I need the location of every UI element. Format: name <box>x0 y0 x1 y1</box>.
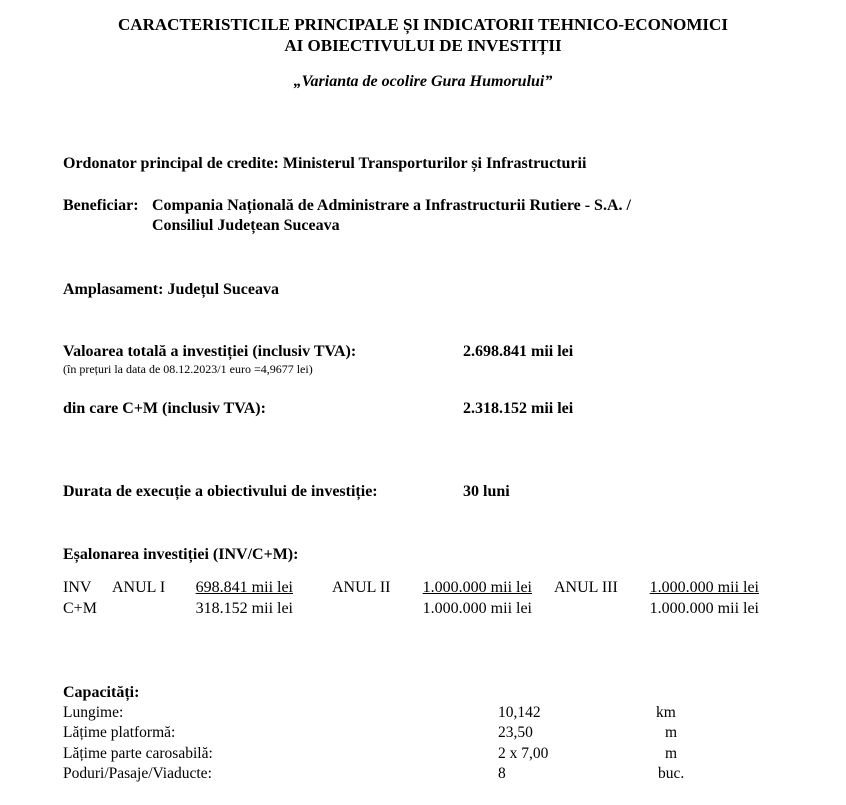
project-name: „Varianta de ocolire Gura Humorului” <box>293 73 553 90</box>
cm-value: 2.318.152 mii lei <box>463 400 574 417</box>
document-title-line1: CARACTERISTICILE PRINCIPALE ȘI INDICATORII TEHNICO-ECONOMICI <box>118 15 728 34</box>
esalonare-title: Eșalonarea investiției (INV/C+M): <box>63 546 299 563</box>
valoare-note: (în prețuri la data de 08.12.2023/1 euro =4,9677 lei) <box>63 362 313 376</box>
capacitate-unit: m <box>665 724 678 741</box>
capacitate-unit: km <box>656 704 676 721</box>
beneficiar-label: Beneficiar: <box>63 197 139 214</box>
ordonator-line: Ordonator principal de credite: Ministerul Transporturilor și Infrastructurii <box>63 155 587 172</box>
beneficiar-line1: Compania Națională de Administrare a Infrastructurii Rutiere - S.A. / <box>152 197 631 214</box>
capacitate-value: 10,142 <box>498 704 541 721</box>
beneficiar-line2: Consiliul Județean Suceava <box>152 217 340 234</box>
capacitate-value: 23,50 <box>498 724 533 741</box>
an2-label: ANUL II <box>332 579 391 596</box>
an2-inv-value: 1.000.000 mii lei <box>422 579 532 596</box>
inv-label: INV <box>63 579 92 596</box>
capacitati-title: Capacități: <box>63 684 140 701</box>
capacitate-unit: m <box>665 745 678 762</box>
an1-cm-value: 318.152 mii lei <box>195 600 293 617</box>
capacitate-label: Lățime platformă: <box>63 724 176 741</box>
durata-label: Durata de execuție a obiectivului de investiție: <box>63 483 378 500</box>
valoare-value: 2.698.841 mii lei <box>463 343 574 360</box>
amplasament-line: Amplasament: Județul Suceava <box>63 281 280 298</box>
an1-label: ANUL I <box>112 579 166 596</box>
capacitate-label: Lungime: <box>63 704 124 721</box>
capacitate-unit: buc. <box>658 765 685 782</box>
cm-label: din care C+M (inclusiv TVA): <box>63 400 266 417</box>
capacitate-value: 2 x 7,00 <box>498 745 549 762</box>
an1-inv-value: 698.841 mii lei <box>195 579 293 596</box>
durata-value: 30 luni <box>463 483 510 500</box>
valoare-label: Valoarea totală a investiției (inclusiv TVA): <box>63 343 357 360</box>
an3-label: ANUL III <box>554 579 618 596</box>
cm-row-label: C+M <box>63 600 97 617</box>
document-title-line2: AI OBIECTIVULUI DE INVESTIȚII <box>284 36 562 55</box>
capacitate-label: Poduri/Pasaje/Viaducte: <box>63 765 212 782</box>
an3-cm-value: 1.000.000 mii lei <box>649 600 759 617</box>
capacitate-label: Lățime parte carosabilă: <box>63 745 213 762</box>
an2-cm-value: 1.000.000 mii lei <box>422 600 532 617</box>
capacitate-value: 8 <box>498 765 506 782</box>
an3-inv-value: 1.000.000 mii lei <box>649 579 759 596</box>
